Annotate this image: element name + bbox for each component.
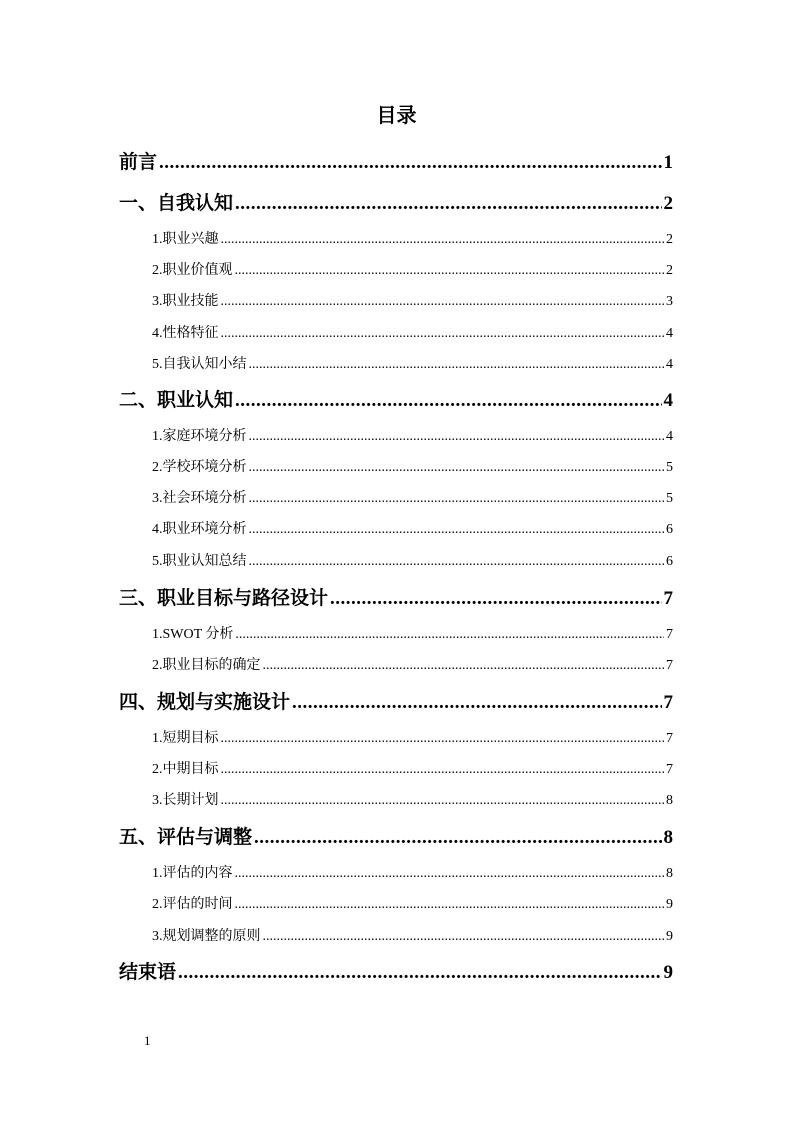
toc-entry[interactable] [152,925,673,945]
toc-entry-label: 5.职业认知总结 [152,554,247,569]
toc-leader [249,491,665,507]
toc-entry-page: 4 [666,357,673,372]
toc-leader [221,326,665,342]
toc-leader [235,897,665,913]
toc-entry-page: 9 [666,929,673,944]
toc-entry-label: 1.评估的内容 [152,866,233,881]
toc-entry-page: 6 [666,522,673,537]
toc-entry[interactable] [152,487,673,507]
toc-entry-label: 1.短期目标 [152,731,219,746]
page-number: 1 [144,1033,151,1048]
toc-entry-label: 二、职业认知 [119,390,234,411]
toc-leader [221,762,665,778]
toc-entry-page: 9 [666,897,673,912]
toc-entry[interactable] [119,147,673,173]
toc-entry[interactable] [152,654,673,674]
toc-entry-label: 1.职业兴趣 [152,232,219,247]
toc-entry-label: 4.性格特征 [152,326,219,341]
toc-entry-page: 2 [666,232,673,247]
toc-entry-page: 3 [666,294,673,309]
toc-leader [263,658,665,674]
toc-leader [263,929,665,945]
toc-entry-page: 8 [666,866,673,881]
toc-entry-label: 4.职业环境分析 [152,522,247,537]
toc-entry-page: 2 [666,263,673,278]
toc-entry-page: 7 [666,627,673,642]
toc-entry-page: 7 [666,762,673,777]
toc-leader [292,692,661,714]
toc-entry[interactable] [152,290,673,310]
toc-title: 目录 [376,105,417,127]
toc-entry-page: 7 [663,692,673,713]
toc-entry[interactable] [152,727,673,747]
toc-entry[interactable] [152,228,673,248]
toc-leader [235,627,664,643]
toc-entry-label: 3.职业技能 [152,294,219,309]
toc-entry-label: 3.社会环境分析 [152,491,247,506]
toc-entry[interactable] [152,353,673,373]
toc-entry-label: 一、自我认知 [119,193,234,214]
toc-entry[interactable] [152,456,673,476]
toc-entry-page: 4 [666,326,673,341]
toc-entry-page: 9 [663,962,673,983]
toc-entry-label: 四、规划与实施设计 [119,692,291,713]
toc-entry-label: 2.评估的时间 [152,897,233,912]
toc-entry[interactable] [152,322,673,342]
toc-entry-label: 1.家庭环境分析 [152,429,247,444]
toc-leader [221,294,665,310]
toc-entry-label: 前言 [119,152,158,173]
toc-entry-page: 1 [663,152,673,173]
toc-entry[interactable] [119,687,673,713]
toc-entry-page: 7 [666,731,673,746]
toc-entry[interactable] [152,425,673,445]
toc-leader [221,731,665,747]
toc-entry-page: 8 [663,827,673,848]
toc-leader [249,429,665,445]
toc-entry-label: 3.规划调整的原则 [152,929,261,944]
toc-entry-label: 3.长期计划 [152,793,219,808]
toc-entry[interactable] [119,822,673,848]
toc-leader [235,866,665,882]
toc-leader [221,793,665,809]
toc-entry-page: 5 [666,491,673,506]
toc-entry[interactable] [119,385,673,411]
toc-leader [159,152,661,174]
toc-entry-page: 6 [666,554,673,569]
toc-leader [330,588,661,610]
toc-entry[interactable] [152,518,673,538]
toc-entry[interactable] [152,893,673,913]
toc-entry-page: 5 [666,460,673,475]
toc-entry[interactable] [152,623,673,643]
toc-entry-page: 8 [666,793,673,808]
toc-entry-label: 2.职业目标的确定 [152,658,261,673]
toc-entry[interactable] [119,957,673,983]
toc-leader [221,232,665,248]
toc-entry-page: 4 [663,390,673,411]
toc-entry-label: 5.自我认知小结 [152,357,247,372]
toc-entry-page: 2 [663,193,673,214]
toc-leader [249,522,665,538]
toc-leader [249,460,665,476]
toc-entry[interactable] [152,758,673,778]
toc-entry-page: 7 [666,658,673,673]
toc-entry-label: 五、评估与调整 [119,827,253,848]
toc-entry[interactable] [119,188,673,214]
toc-entry[interactable] [152,862,673,882]
toc-entry-label: 2.学校环境分析 [152,460,247,475]
toc-entry-label: 结束语 [119,962,177,983]
toc-leader [249,357,665,373]
toc-leader [235,390,661,412]
toc-leader [235,193,661,215]
toc-entry-page: 7 [663,588,673,609]
toc-leader [178,962,661,984]
toc-entry[interactable] [152,789,673,809]
toc-entry-label: 2.职业价值观 [152,263,233,278]
toc-leader [235,263,665,279]
toc-leader [254,827,661,849]
toc-entry[interactable] [152,550,673,570]
toc-entry-page: 4 [666,429,673,444]
toc-entry-label: 2.中期目标 [152,762,219,777]
toc-entry-label: 三、职业目标与路径设计 [119,588,329,609]
toc-entry-label: 1.SWOT 分析 [152,627,234,642]
toc-leader [249,554,665,570]
toc-entry[interactable] [152,259,673,279]
toc-entry[interactable] [119,583,673,609]
